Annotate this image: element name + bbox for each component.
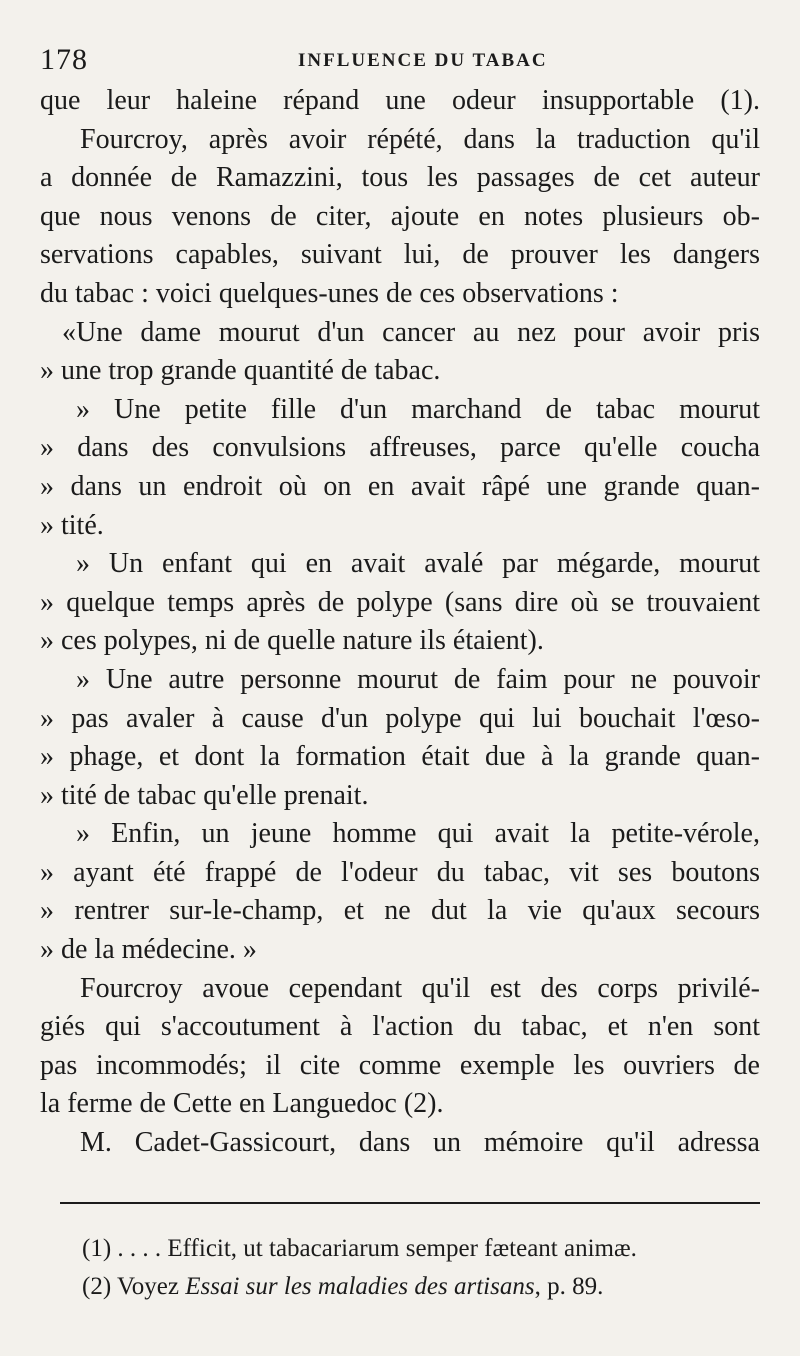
- text-line: » tité de tabac qu'elle prenait.: [40, 779, 369, 811]
- text-line: Fourcroy avoue cependant qu'il est des corps privilé-: [80, 972, 760, 1004]
- text-line: pas incommodés; il cite comme exemple les ouvriers de: [40, 1049, 760, 1081]
- text-line: servations capables, suivant lui, de prouver les dangers: [40, 239, 760, 271]
- text-line: » rentrer sur-le-champ, et ne dut la vie qu'aux secours: [40, 895, 760, 927]
- body-text: [40, 82, 760, 1163]
- text-line: » pas avaler à cause d'un polype qui lui bouchait l'œso-: [40, 702, 760, 734]
- text-line: M. Cadet-Gassicourt, dans un mémoire qu'il adressa: [80, 1127, 760, 1159]
- text-line: » phage, et dont la formation était due à la grande quan-: [40, 741, 760, 773]
- text-line: » ayant été frappé de l'odeur du tabac, vit ses boutons: [40, 856, 760, 888]
- text-line: » Enfin, un jeune homme qui avait la petite-vérole,: [76, 818, 760, 850]
- footnote-2: [82, 1268, 762, 1306]
- text-line: » tité.: [40, 509, 104, 541]
- footnote-2-title: Essai sur les maladies des artisans: [185, 1273, 535, 1300]
- text-line: » une trop grande quantité de tabac.: [40, 355, 441, 387]
- text-line: » Un enfant qui en avait avalé par mégarde, mourut: [76, 548, 760, 580]
- text-line: » de la médecine. »: [40, 934, 257, 966]
- text-line: que nous venons de citer, ajoute en notes plusieurs ob-: [40, 200, 760, 232]
- text-line: » dans un endroit où on en avait râpé une grande quan-: [40, 470, 760, 502]
- text-line: du tabac : voici quelques-unes de ces observations :: [40, 277, 619, 309]
- text-line: Fourcroy, après avoir répété, dans la traduction qu'il: [80, 123, 760, 155]
- text-line: » Une autre personne mourut de faim pour ne pouvoir: [76, 663, 760, 695]
- page-header: [40, 40, 760, 80]
- text-line: » quelque temps après de polype (sans dire où se trouvaient: [40, 586, 760, 618]
- footnote-1: (1) . . . . Efficit, ut tabacariarum semper fæteant animæ.: [82, 1235, 637, 1262]
- text-line: «Une dame mourut d'un cancer au nez pour avoir pris: [62, 316, 760, 348]
- footnotes: [82, 1230, 762, 1306]
- page-number: 178: [40, 43, 88, 76]
- footnote-2-prefix: (2) Voyez: [82, 1273, 186, 1300]
- text-line: » Une petite fille d'un marchand de tabac mourut: [76, 393, 760, 425]
- footnote-2-suffix: , p. 89.: [534, 1273, 604, 1300]
- text-line: que leur haleine répand une odeur insupportable (1).: [40, 85, 760, 116]
- running-head: INFLUENCE DU TABAC: [298, 50, 548, 71]
- footnote-rule: [60, 1202, 760, 1204]
- text-line: la ferme de Cette en Languedoc (2).: [40, 1088, 444, 1120]
- text-line: » dans des convulsions affreuses, parce qu'elle coucha: [40, 432, 760, 464]
- text-line: » ces polypes, ni de quelle nature ils étaient).: [40, 625, 544, 657]
- text-line: a donnée de Ramazzini, tous les passages de cet auteur: [40, 162, 760, 194]
- text-line: giés qui s'accoutument à l'action du tabac, et n'en sont: [40, 1011, 760, 1043]
